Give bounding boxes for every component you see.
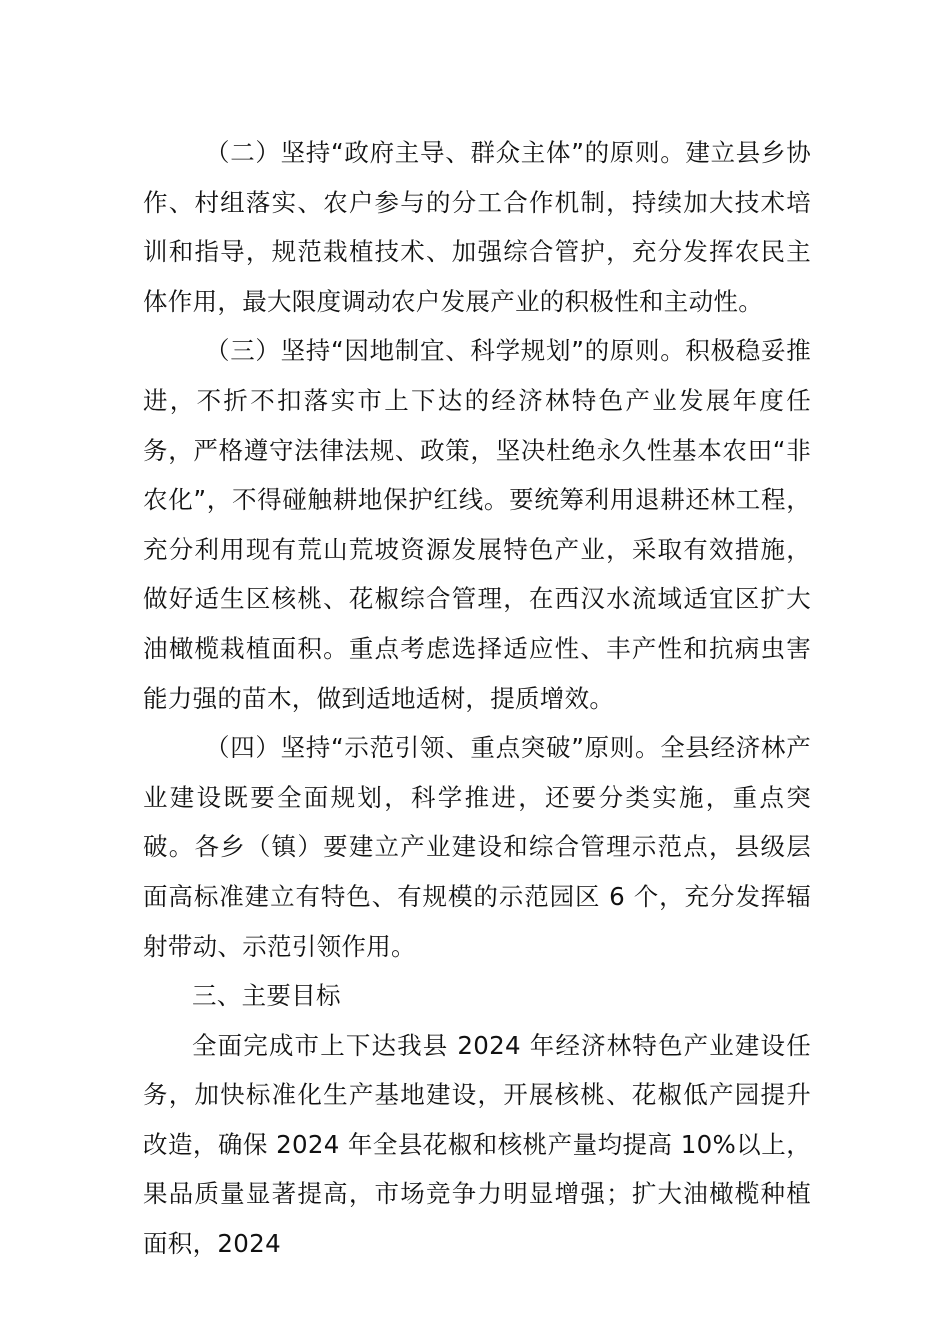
paragraph-goals: 全面完成市上下达我县 2024 年经济林特色产业建设任务，加快标准化生产基地建设，开展核桃、花椒低产园提升改造，确保 2024 年全县花椒和核桃产量均提高 10%以上，果品质量显著提高，市场竞争力明显增强；扩大油橄榄种植面积，2024 (143, 1030, 811, 1259)
paragraph-principle-2: （二）坚持“政府主导、群众主体”的原则。建立县乡协作、村组落实、农户参与的分工合作机制，持续加大技术培训和指导，规范栽植技术、加强综合管护，充分发挥农民主体作用，最大限度调动农户发展产业的积极性和主动性。 (143, 138, 811, 316)
document-page (143, 128, 811, 1269)
paragraph-principle-3: （三）坚持“因地制宜、科学规划”的原则。积极稳妥推进，不折不扣落实市上下达的经济林特色产业发展年度任务，严格遵守法律法规、政策，坚决杜绝永久性基本农田“非农化”，不得碰触耕地保护红线。要统筹利用退耕还林工程，充分利用现有荒山荒坡资源发展特色产业，采取有效措施，做好适生区核桃、花椒综合管理，在西汉水流域适宜区扩大油橄榄栽植面积。重点考虑选择适应性、丰产性和抗病虫害能力强的苗木，做到适地适树，提质增效。 (143, 336, 811, 713)
paragraph-principle-4: （四）坚持“示范引领、重点突破”原则。全县经济林产业建设既要全面规划，科学推进，还要分类实施，重点突破。各乡（镇）要建立产业建设和综合管理示范点，县级层面高标准建立有特色、有规模的示范园区 6 个，充分发挥辐射带动、示范引领作用。 (143, 733, 811, 961)
section-heading-main-goals: 三、主要目标 (192, 981, 341, 1011)
